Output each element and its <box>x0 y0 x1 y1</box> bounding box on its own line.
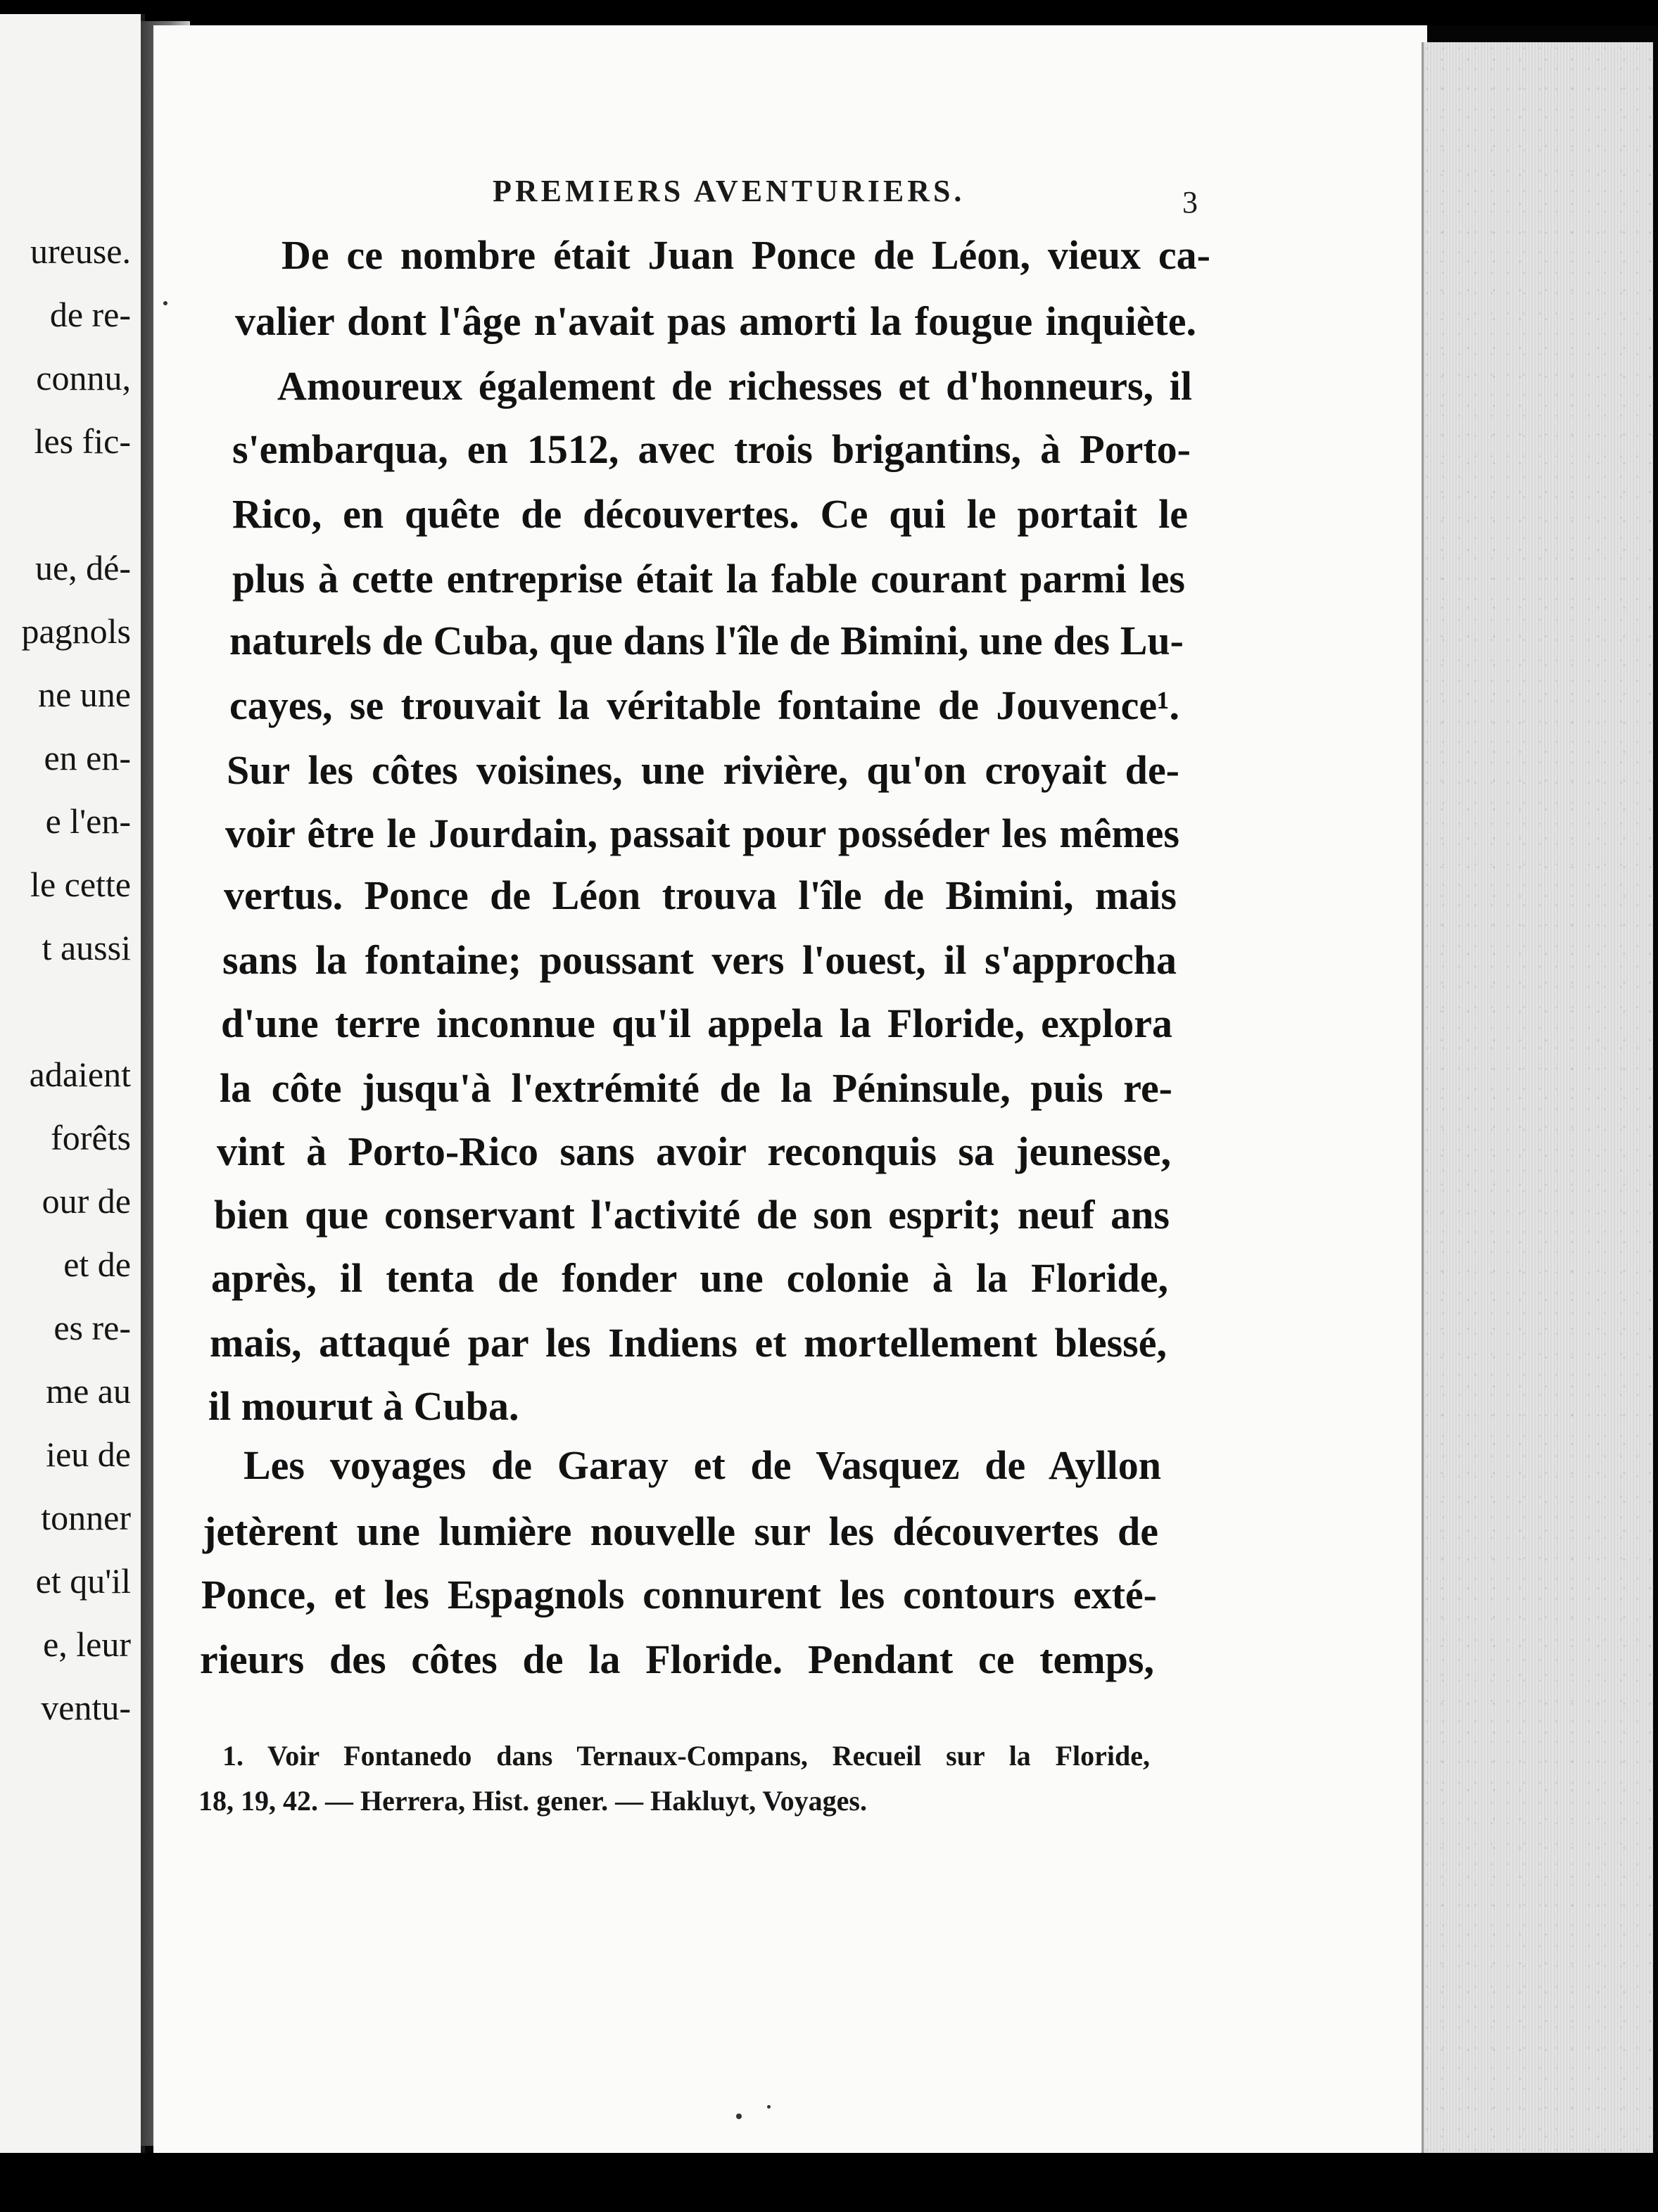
text-line: plus à cette entreprise était la fable courant parmi les <box>232 556 1185 602</box>
left-facing-page <box>0 14 145 2167</box>
left-page-line: adaient <box>29 1055 131 1094</box>
left-page-line: pagnols <box>21 611 131 651</box>
text-line: jetèrent une lumière nouvelle sur les découvertes de <box>203 1508 1158 1554</box>
page-edges <box>1422 42 1653 2174</box>
left-page-line: ne une <box>38 675 131 714</box>
scan-speck <box>163 301 167 305</box>
text-line: vint à Porto-Rico sans avoir reconquis sa jeunesse, <box>217 1129 1171 1174</box>
left-page-line: ventu- <box>41 1688 131 1727</box>
left-page-line: et qu'il <box>35 1561 131 1601</box>
left-page-line: de re- <box>49 295 131 334</box>
text-line: cayes, se trouvait la véritable fontaine de Jouvence¹. <box>229 682 1179 728</box>
left-page-line: en en- <box>44 738 131 777</box>
left-page-line: our de <box>42 1181 131 1221</box>
left-page-line: me au <box>46 1371 131 1411</box>
scan-speck <box>767 2105 771 2109</box>
text-line: valier dont l'âge n'avait pas amorti la fougue inquiète. <box>235 298 1196 344</box>
page-number: 3 <box>1182 185 1198 220</box>
left-page-line: forêts <box>51 1118 131 1157</box>
left-page-line: ieu de <box>46 1435 131 1474</box>
scan-bottom-border <box>0 2153 1658 2212</box>
left-page-line: tonner <box>41 1498 131 1537</box>
text-line: Sur les côtes voisines, une rivière, qu'on croyait de- <box>227 747 1179 793</box>
scan-speck <box>736 2114 742 2119</box>
left-page-line: et de <box>63 1245 131 1284</box>
text-line: bien que conservant l'activité de son esprit; neuf ans <box>214 1192 1170 1238</box>
left-page-line: t aussi <box>42 928 131 967</box>
scan-top-border <box>0 0 1658 25</box>
left-page-line: e, leur <box>43 1625 131 1664</box>
left-page-line: e l'en- <box>45 801 131 841</box>
text-line: rieurs des côtes de la Floride. Pendant ce temps, <box>200 1636 1154 1682</box>
text-line: mais, attaqué par les Indiens et mortellement blessé, <box>210 1320 1167 1366</box>
left-page-line: le cette <box>30 865 131 904</box>
text-line: sans la fontaine; poussant vers l'ouest, il s'approcha <box>222 937 1177 983</box>
left-page-line: les fic- <box>34 421 131 461</box>
text-line: naturels de Cuba, que dans l'île de Bimini, une des Lu- <box>229 618 1184 663</box>
left-page-line: es re- <box>53 1308 131 1347</box>
text-line: d'une terre inconnue qu'il appela la Floride, explora <box>221 1000 1172 1046</box>
footnote-line: 1. Voir Fontanedo dans Ternaux-Compans, Recueil sur la Floride, <box>222 1740 1150 1772</box>
text-line: après, il tenta de fonder une colonie à la Floride, <box>211 1255 1168 1301</box>
text-line: Amoureux également de richesses et d'honneurs, il <box>277 363 1192 409</box>
text-line: s'embarqua, en 1512, avec trois brigantins, à Porto- <box>232 426 1191 472</box>
left-page-line: ue, dé- <box>34 548 131 587</box>
text-line: voir être le Jourdain, passait pour posséder les mêmes <box>225 811 1179 856</box>
text-line: De ce nombre était Juan Ponce de Léon, vieux ca- <box>281 232 1210 278</box>
left-page-line: connu, <box>36 358 131 398</box>
text-line: Les voyages de Garay et de Vasquez de Ayllon <box>243 1442 1161 1488</box>
left-page-line: ureuse. <box>30 231 131 271</box>
text-line: Rico, en quête de découvertes. Ce qui le portait le <box>232 491 1188 537</box>
text-line: vertus. Ponce de Léon trouva l'île de Bimini, mais <box>224 872 1177 918</box>
text-line: la côte jusqu'à l'extrémité de la Péninsule, puis re- <box>220 1065 1172 1111</box>
running-header: PREMIERS AVENTURIERS. <box>493 174 966 208</box>
text-line: Ponce, et les Espagnols connurent les contours exté- <box>201 1572 1157 1617</box>
text-line: il mourut à Cuba. <box>208 1383 519 1429</box>
footnote-line: 18, 19, 42. — Herrera, Hist. gener. — Hakluyt, Voyages. <box>198 1785 867 1817</box>
